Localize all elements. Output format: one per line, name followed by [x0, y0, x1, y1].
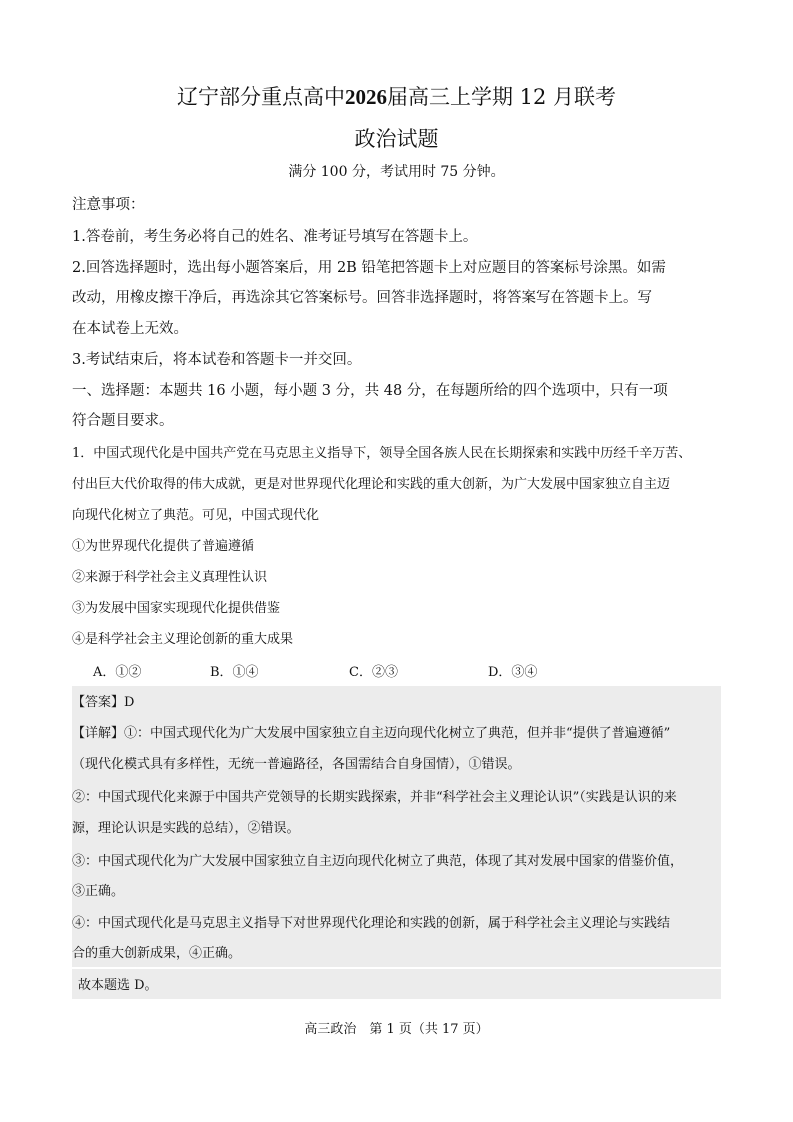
answer-line: 【答案】D: [72, 695, 135, 710]
note-2-line-2: 改动，用橡皮擦干净后，再选涂其它答案标号。回答非选择题时，将答案写在答题卡上。写: [72, 290, 652, 306]
note-3: 3.考试结束后，将本试卷和答题卡一并交回。: [72, 352, 362, 368]
exam-title-year: 2026: [344, 85, 387, 109]
detail-1-line-2: （现代化模式具有多样性，无统一普遍路径，各国需结合自身国情），①错误。: [72, 757, 521, 772]
statement-3: ③为发展中国家实现现代化提供借鉴: [72, 601, 281, 616]
detail-2-line-2: 源，理论认识是实践的总结），②错误。: [72, 821, 300, 836]
option-d: D．③④: [488, 665, 538, 680]
conclusion-line: 故本题选 D。: [78, 978, 158, 993]
page-footer: 高三政治 第 1 页（共 17 页）: [304, 1022, 489, 1037]
option-b: B．①④: [210, 665, 259, 680]
question-stem-line-3: 向现代化树立了典范。可见，中国式现代化: [72, 508, 320, 523]
exam-title-pre: 辽宁部分重点高中: [176, 85, 345, 109]
detail-4-line-2: 合的重大创新成果，④正确。: [72, 946, 242, 961]
note-1: 1.答卷前，考生务必将自己的姓名、准考证号填写在答题卡上。: [72, 229, 478, 245]
statement-4: ④是科学社会主义理论创新的重大成果: [72, 632, 294, 647]
exam-title-post: 届高三上学期 12 月联考: [386, 85, 617, 109]
section-heading-line-1: 一、选择题：本题共 16 小题，每小题 3 分，共 48 分，在每题所给的四个选项中，只有一项: [72, 383, 668, 399]
question-stem-line-2: 付出巨大代价取得的伟大成就，更是对世界现代化理论和实践的重大创新，为广大发展中国家独立自主迈: [72, 477, 671, 492]
detail-3-line-2: ③正确。: [72, 884, 125, 899]
question-stem-line-1: 1．中国式现代化是中国共产党在马克思主义指导下，领导全国各族人民在长期探索和实践中历经千辛万苦、: [72, 446, 692, 461]
section-heading-line-2: 符合题目要求。: [72, 413, 174, 429]
exam-meta: 满分 100 分，考试用时 75 分钟。: [288, 164, 505, 180]
statement-1: ①为世界现代化提供了普遍遵循: [72, 539, 255, 554]
exam-title: [0, 83, 793, 111]
detail-2-line-1: ②：中国式现代化来源于中国共产党领导的长期实践探索，并非“科学社会主义理论认识”（实践是认识的来: [72, 790, 677, 805]
option-c: C．②③: [349, 665, 398, 680]
option-a: A．①②: [93, 665, 142, 680]
statement-2: ②来源于科学社会主义真理性认识: [72, 570, 268, 585]
note-2-line-1: 2.回答选择题时，选出每小题答案后，用 2B 铅笔把答题卡上对应题目的答案标号涂黑。如需: [72, 260, 666, 276]
conclusion-shading: [72, 969, 721, 999]
notes-heading: 注意事项：: [72, 197, 145, 213]
detail-1-line-1: 【详解】①：中国式现代化为广大发展中国家独立自主迈向现代化树立了典范，但并非“提供了普遍遵循”: [72, 726, 671, 741]
note-2-line-3: 在本试卷上无效。: [72, 321, 188, 337]
detail-3-line-1: ③：中国式现代化为广大发展中国家独立自主迈向现代化树立了典范，体现了其对发展中国家的借鉴价值，: [72, 854, 684, 869]
detail-4-line-1: ④：中国式现代化是马克思主义指导下对世界现代化理论和实践的创新，属于科学社会主义理论与实践结: [72, 916, 671, 931]
exam-subject: 政治试题: [354, 127, 439, 151]
